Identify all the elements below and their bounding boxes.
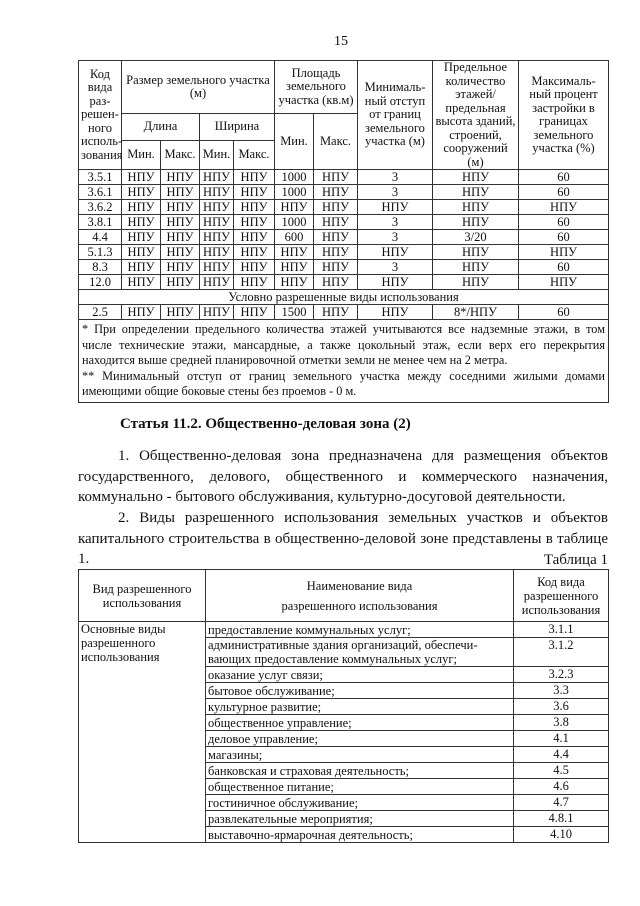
table-cell: 3.6.1: [79, 185, 122, 200]
use-name: магазины;: [206, 747, 514, 763]
header-area-min: Мин.: [275, 114, 314, 170]
table-row: [79, 622, 609, 638]
table-cell: 60: [519, 215, 609, 230]
use-group-label: Основные виды разрешенного использования: [79, 622, 206, 843]
permitted-uses-table: [78, 569, 609, 843]
header-area-max: Макс.: [314, 114, 358, 170]
table-cell: НПУ: [122, 170, 161, 185]
table-cell: НПУ: [314, 275, 358, 290]
header-length-max: Макс.: [161, 141, 200, 170]
table-cell: 60: [519, 260, 609, 275]
use-code: 4.10: [514, 827, 609, 843]
table-cell: НПУ: [234, 245, 275, 260]
table-row: [79, 170, 609, 185]
table-cell: 3: [358, 260, 433, 275]
use-code: 4.7: [514, 795, 609, 811]
article-title: Статья 11.2. Общественно-деловая зона (2): [120, 416, 411, 432]
table-cell: НПУ: [519, 200, 609, 215]
table-row: [79, 260, 609, 275]
table-cell: НПУ: [161, 215, 200, 230]
table-cell: НПУ: [122, 200, 161, 215]
use-code: 4.1: [514, 731, 609, 747]
table-cell: 3/20: [433, 230, 519, 245]
use-name: банковская и страховая деятельность;: [206, 763, 514, 779]
table-cell: 4.4: [79, 230, 122, 245]
use-name: предоставление коммунальных услуг;: [206, 622, 514, 638]
table-cell: НПУ: [433, 260, 519, 275]
use-name: оказание услуг связи;: [206, 667, 514, 683]
use-code: 4.5: [514, 763, 609, 779]
table-cell: НПУ: [200, 305, 234, 320]
use-code: 3.3: [514, 683, 609, 699]
table-cell: 60: [519, 230, 609, 245]
table-cell: 60: [519, 305, 609, 320]
article-paragraph-1: 1. Общественно-деловая зона предназначена для размещения объектов государственного, делового, общественного и коммерческого назначения, коммунально - бытового обслуживания, культурно-досуговой деятельности.: [78, 448, 608, 505]
header-floors: Предельное количество этажей/ предельная высота зданий, строений, сооружений (м): [433, 61, 519, 170]
table-notes: [79, 320, 609, 403]
table-cell: НПУ: [161, 260, 200, 275]
table-cell: 600: [275, 230, 314, 245]
table-cell: НПУ: [275, 260, 314, 275]
table-cell: НПУ: [161, 275, 200, 290]
table-cell: НПУ: [161, 230, 200, 245]
table-cell: 8.3: [79, 260, 122, 275]
header-width-max: Макс.: [234, 141, 275, 170]
use-code: 3.1.1: [514, 622, 609, 638]
header-use-type: Вид разрешенного использования: [79, 570, 206, 622]
use-name: бытовое обслуживание;: [206, 683, 514, 699]
use-name: административные здания организаций, обеспечи-вающих предоставление коммунальных услуг;: [206, 638, 514, 667]
use-name: общественное питание;: [206, 779, 514, 795]
table-cell: 1000: [275, 170, 314, 185]
table-cell: НПУ: [161, 170, 200, 185]
table-cell: НПУ: [200, 200, 234, 215]
table-cell: НПУ: [122, 185, 161, 200]
table-cell: НПУ: [122, 245, 161, 260]
table-cell: НПУ: [275, 275, 314, 290]
use-code: 4.4: [514, 747, 609, 763]
table-row: [79, 275, 609, 290]
table-cell: НПУ: [358, 305, 433, 320]
table-cell: 3: [358, 230, 433, 245]
zone-parameters-table: [78, 60, 609, 403]
table-cell: НПУ: [314, 215, 358, 230]
note-floors: * При определении предельного количества этажей учитываются все надземные этажи, в том числе технические этажи, мансардные, а также цокольный этаж, если верх его перекрытия находится выше средней планировочной отметки земли не менее чем на 2 метра.: [82, 322, 605, 367]
header-use-name-line1: Наименование вида: [306, 578, 413, 593]
header-area: Площадь земельного участка (кв.м): [275, 61, 358, 114]
table-cell: НПУ: [275, 200, 314, 215]
table-cell: НПУ: [234, 200, 275, 215]
table-cell: НПУ: [314, 260, 358, 275]
table-cell: НПУ: [234, 215, 275, 230]
header-use-name: [206, 570, 514, 622]
table-row: [79, 230, 609, 245]
use-name: развлекательные мероприятия;: [206, 811, 514, 827]
table-row: [79, 245, 609, 260]
table-cell: НПУ: [234, 185, 275, 200]
use-code: 3.2.3: [514, 667, 609, 683]
table-cell: НПУ: [314, 245, 358, 260]
table-cell: НПУ: [200, 215, 234, 230]
table-cell: НПУ: [234, 230, 275, 245]
table-cell: НПУ: [122, 305, 161, 320]
table-cell: НПУ: [122, 260, 161, 275]
table-cell: 3: [358, 170, 433, 185]
header-width-min: Мин.: [200, 141, 234, 170]
table-cell: НПУ: [433, 185, 519, 200]
use-code: 3.1.2: [514, 638, 609, 667]
table-row: [79, 185, 609, 200]
table-cell: НПУ: [200, 170, 234, 185]
table-cell: 60: [519, 185, 609, 200]
table-cell: НПУ: [234, 305, 275, 320]
header-length: Длина: [122, 114, 200, 141]
header-length-min: Мин.: [122, 141, 161, 170]
table-row: [79, 215, 609, 230]
table-cell: 60: [519, 170, 609, 185]
note-setback: ** Минимальный отступ от границ земельного участка между соседними жилыми домами имеющими общие боковые стены без проемов - 0 м.: [82, 368, 605, 398]
table-cell: 1500: [275, 305, 314, 320]
use-code: 4.8.1: [514, 811, 609, 827]
table-cell: НПУ: [433, 245, 519, 260]
table-cell: НПУ: [314, 305, 358, 320]
table-cell: НПУ: [122, 230, 161, 245]
table-cell: НПУ: [275, 245, 314, 260]
table-cell: НПУ: [234, 275, 275, 290]
table-cell: НПУ: [161, 305, 200, 320]
table-cell: НПУ: [358, 275, 433, 290]
table-cell: НПУ: [358, 200, 433, 215]
table-row: [79, 200, 609, 215]
table-cell: НПУ: [519, 275, 609, 290]
table-cell: НПУ: [200, 275, 234, 290]
table-cell: НПУ: [433, 215, 519, 230]
table-cell: НПУ: [314, 185, 358, 200]
table-cell: 3.5.1: [79, 170, 122, 185]
table-cell: НПУ: [234, 260, 275, 275]
use-code: 3.6: [514, 699, 609, 715]
table-cell: 12.0: [79, 275, 122, 290]
table-cell: НПУ: [161, 185, 200, 200]
use-name: гостиничное обслуживание;: [206, 795, 514, 811]
table-cell: 1000: [275, 185, 314, 200]
table-cell: НПУ: [161, 245, 200, 260]
table-cell: 8*/НПУ: [433, 305, 519, 320]
header-width: Ширина: [200, 114, 275, 141]
table-cell: НПУ: [358, 245, 433, 260]
table-caption: Таблица 1: [543, 552, 608, 568]
header-setback: Минималь-ный отступ от границ земельного участка (м): [358, 61, 433, 170]
use-name: деловое управление;: [206, 731, 514, 747]
table-cell: НПУ: [200, 260, 234, 275]
table-cell: НПУ: [314, 170, 358, 185]
table-cell: НПУ: [433, 170, 519, 185]
table-cell: НПУ: [122, 215, 161, 230]
use-code: 4.6: [514, 779, 609, 795]
table-cell: НПУ: [433, 200, 519, 215]
use-name: общественное управление;: [206, 715, 514, 731]
table-cell: НПУ: [200, 245, 234, 260]
conditional-uses-label: Условно разрешенные виды использования: [79, 290, 609, 305]
table-cell: НПУ: [161, 200, 200, 215]
use-name: культурное развитие;: [206, 699, 514, 715]
table-cell: НПУ: [433, 275, 519, 290]
table-cell: НПУ: [314, 230, 358, 245]
table-cell: НПУ: [200, 230, 234, 245]
table-cell: 5.1.3: [79, 245, 122, 260]
table-cell: НПУ: [234, 170, 275, 185]
header-size: Размер земельного участка (м): [122, 61, 275, 114]
use-code: 3.8: [514, 715, 609, 731]
header-percent: Максималь-ный процент застройки в границах земельного участка (%): [519, 61, 609, 170]
page-number: 15: [334, 34, 348, 49]
table-cell: НПУ: [519, 245, 609, 260]
table-cell: НПУ: [200, 185, 234, 200]
header-use-name-line2: разрешенного использования: [281, 598, 438, 613]
use-name: выставочно-ярмарочная деятельность;: [206, 827, 514, 843]
table-cell: НПУ: [314, 200, 358, 215]
table-cell: 1000: [275, 215, 314, 230]
header-code: Код вида раз-решен-ного исполь-зования: [79, 61, 122, 170]
table-row: [79, 305, 609, 320]
header-use-code: Код вида разрешенного использования: [514, 570, 609, 622]
table-cell: 3.6.2: [79, 200, 122, 215]
table-cell: 3: [358, 215, 433, 230]
table-cell: 2.5: [79, 305, 122, 320]
table-cell: НПУ: [122, 275, 161, 290]
table-cell: 3.8.1: [79, 215, 122, 230]
table-cell: 3: [358, 185, 433, 200]
article-paragraph-2: 2. Виды разрешенного использования земельных участков и объектов капитального строительства в общественно-деловой зоне представлены в таблице 1.: [78, 510, 608, 567]
